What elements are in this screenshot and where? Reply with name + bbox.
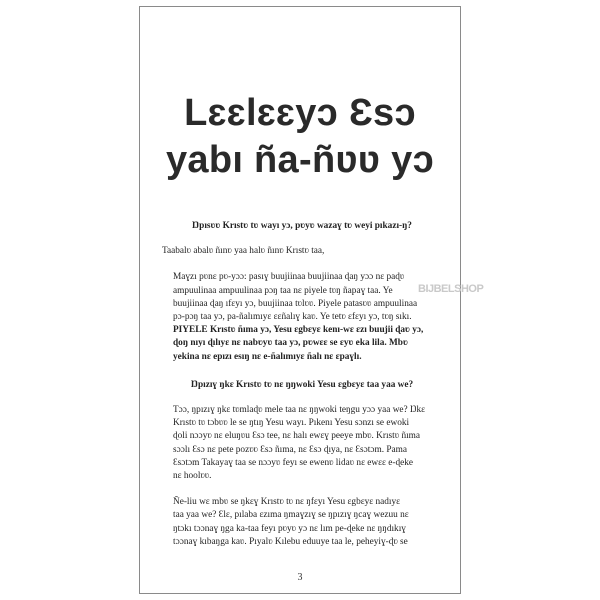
page-title: [140, 90, 460, 184]
paragraph-1-line: ampuulinaa ampuulinaa pɔŋ taa nɛ piyele tʋŋ ñapaɣ taa. Ye: [173, 285, 393, 296]
paragraph-3-line: ŋtɔkı tɔɔnaɣ ŋga ka-taa feyı pʋyʋ yɔ nɛ lım pe-ɖeke nɛ ŋŋdıkıɣ: [173, 523, 406, 534]
paragraph-1-line-bold: yekina nɛ epızı esıŋ nɛ e-ñalımıyɛ ñalı nɛ ɛpaɣlı.: [173, 351, 362, 362]
paragraph-1-line-bold: PIYELE Krıstʋ ñıma yɔ, Yesu ɛgbɛyɛ kenı-wɛ ɛzı buujii ɖaʋ yɔ,: [173, 325, 424, 336]
question-heading-2: Ŋpızıɣ ŋkɛ Krıstʋ tʋ nɛ ŋŋwoki Yesu ɛgbɛyɛ taa yaa we?: [190, 379, 414, 390]
paragraph-2-line: nɛ hoolʋʋ.: [173, 471, 212, 482]
paragraph-2-line: ɖoli nɔɔyʋ nɛ eluŋʋu Ɛsɔ tee, nɛ halı ewɛɣ peeye mbʋ. Krıstʋ ñıma: [173, 431, 421, 442]
paragraph-1-line: buujiinaa ɖaŋ ıfɛyı yɔ, buujiinaa tʋlʋʋ. Piyele patasʋʋ ampuulinaa: [173, 298, 418, 309]
paragraph-1: [162, 271, 442, 363]
paragraph-1-line-bold: ɖoŋ nıyı ɖılıyɛ nɛ nabʋyʋ taa yɔ, pʋwɛɛ se ɛyʋ eka lila. Mbʋ: [173, 338, 408, 349]
paragraph-1-line: Maɣzı pʋnɛ pʋ-yɔɔ: pasıɣ buujiinaa buujiinaa ɖaŋ yɔɔ nɛ paɖʋ: [173, 272, 405, 283]
paragraph-2-line: Ɛsɔtɔm Takayaɣ taa se nɔɔyʋ feyı se ewenʋ lidaʋ nɛ ewɛɛ e-ɖeke: [173, 457, 414, 468]
book-page: [139, 6, 484, 594]
paragraph-3-line: tɔɔnaɣ kıbaŋga kaʋ. Pıyalʋ Kılebu eduuye taa le, peheyiɣ-ɖʋ se: [173, 536, 408, 547]
paragraph-3-line: Ñe-liu wɛ mbʋ se ŋkɛɣ Krıstʋ tʋ nɛ ŋfɛyı Yesu ɛgbɛyɛ nadıyɛ: [173, 497, 401, 508]
paragraph-2: [162, 404, 442, 483]
paragraph-3-line: taa yaa we? Ɛlɛ, pılaba ɛzıma ŋmaɣzıɣ se ŋpızıɣ ŋcaɣ wezuu nɛ: [173, 510, 409, 521]
body-text: [162, 220, 442, 549]
paragraph-2-line: Krıstʋ tʋ tɔbʋʋ le se ŋtıŋ Yesu wayı. Pıkenı Yesu sɔnzı se ewoki: [173, 418, 410, 429]
greeting-line: Taabalʋ abalʋ ñınʋ yaa halʋ ñınʋ Krıstʋ taa,: [162, 246, 325, 257]
paragraph-3: [162, 496, 442, 549]
shop-watermark: BIJBELSHOP: [418, 283, 484, 295]
title-line-2: yabı ña-ñʋʋ yɔ: [165, 139, 435, 181]
question-heading-1: Ŋpısʋʋ Krıstʋ tʋ wayı yɔ, pʋyʋ wazaɣ tʋ weyi pıkazı-ŋ?: [192, 221, 412, 231]
title-line-1: Lɛɛlɛɛyɔ Ɛsɔ: [184, 92, 416, 134]
paragraph-2-line: sɔɔlı Ɛsɔ nɛ pete pozʋʋ Ɛsɔ ñıma, nɛ Ɛsɔ ɖıya, nɛ Ɛsɔtɔm. Pama: [173, 444, 407, 455]
paragraph-1-line: pɔ-pɔŋ taa yɔ, pa-ñalımıyɛ ɛɛñalıɣ kaʋ. Ye tetʋ ɛfɛyı yɔ, tʋŋ sıkı.: [173, 312, 412, 323]
page-number: 3: [297, 572, 303, 583]
paragraph-2-line: Tɔɔ, ŋpızıɣ ŋkɛ tʋmlaɖʋ mele taa nɛ ŋŋwoki teŋgu yɔɔ yaa we? Ŋkɛ: [173, 405, 426, 416]
